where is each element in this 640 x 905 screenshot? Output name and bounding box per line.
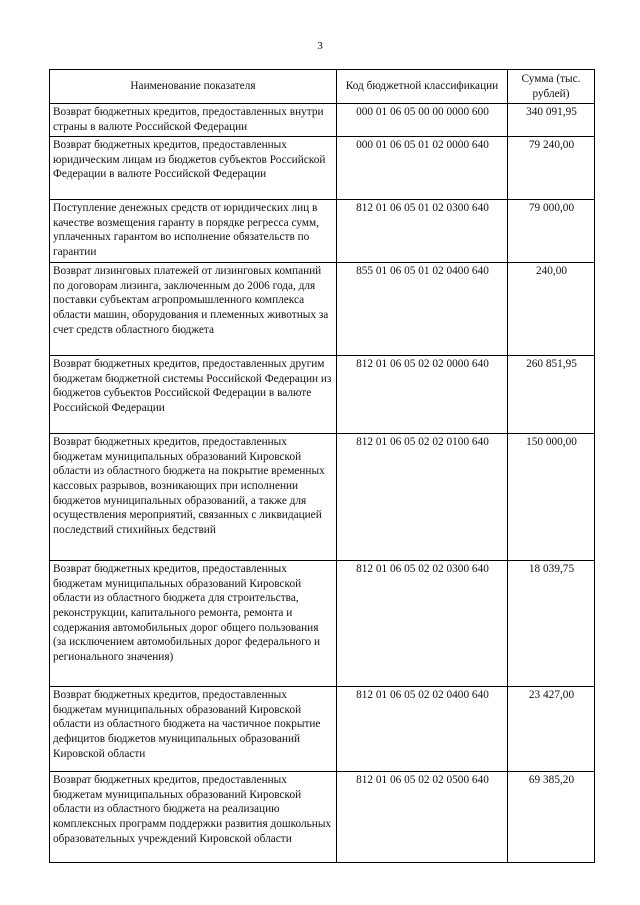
table-row (50, 560, 595, 686)
table-row (50, 104, 595, 136)
row-code: 812 01 06 05 01 02 0300 640 (337, 199, 508, 262)
row-name: Возврат бюджетных кредитов, предоставленных другим бюджетам бюджетной системы Российской Федерации из бюджетов субъектов Российской Федерации в валюте Российской Федерации (50, 355, 337, 433)
table-row (50, 433, 595, 560)
row-amount: 69 385,20 (508, 771, 595, 862)
table-row (50, 771, 595, 862)
row-code: 812 01 06 05 02 02 0400 640 (337, 686, 508, 771)
page-number: 3 (317, 40, 323, 52)
table-row (50, 355, 595, 433)
table-header-row (50, 70, 595, 104)
row-amount: 18 039,75 (508, 560, 595, 686)
row-name: Возврат бюджетных кредитов, предоставленных бюджетам муниципальных образований Кировской области из областного бюджета на реализацию комплексных программ поддержки развития дошкольных образовательных учреждений Кировской области (50, 771, 337, 862)
row-amount: 79 000,00 (508, 199, 595, 262)
row-name: Возврат бюджетных кредитов, предоставленных юридическим лицам из бюджетов субъектов Российской Федерации в валюте Российской Федерации (50, 136, 337, 199)
row-amount: 150 000,00 (508, 433, 595, 560)
row-name: Поступление денежных средств от юридических лиц в качестве возмещения гаранту в порядке регресса сумм, уплаченных гарантом во исполнение обязательств по гарантии (50, 199, 337, 262)
budget-table (49, 69, 595, 863)
row-code: 812 01 06 05 02 02 0000 640 (337, 355, 508, 433)
row-amount: 260 851,95 (508, 355, 595, 433)
row-name: Возврат бюджетных кредитов, предоставленных бюджетам муниципальных образований Кировской области из областного бюджета на частичное покрытие дефицитов бюджетов муниципальных образований Кировской области (50, 686, 337, 771)
row-amount: 340 091,95 (508, 104, 595, 136)
row-code: 812 01 06 05 02 02 0500 640 (337, 771, 508, 862)
row-code: 000 01 06 05 00 00 0000 600 (337, 104, 508, 136)
row-amount: 240,00 (508, 262, 595, 355)
row-name: Возврат лизинговых платежей от лизинговых компаний по договорам лизинга, заключенным до 2006 года, для поставки субъектам агропромышленного комплекса области машин, оборудования и племенных животных за счет средств областного бюджета (50, 262, 337, 355)
header-name: Наименование показателя (50, 70, 337, 104)
row-amount: 79 240,00 (508, 136, 595, 199)
row-code: 812 01 06 05 02 02 0100 640 (337, 433, 508, 560)
table-row (50, 199, 595, 262)
row-name: Возврат бюджетных кредитов, предоставленных бюджетам муниципальных образований Кировской области из областного бюджета для строительства, реконструкции, капитального ремонта, ремонта и содержания автомобильных дорог общего пользования (за исключением автомобильных дорог федерального и регионального значения) (50, 560, 337, 686)
header-amount: Сумма (тыс. рублей) (508, 70, 595, 104)
row-code: 812 01 06 05 02 02 0300 640 (337, 560, 508, 686)
header-code: Код бюджетной классификации (337, 70, 508, 104)
row-code: 855 01 06 05 01 02 0400 640 (337, 262, 508, 355)
row-name: Возврат бюджетных кредитов, предоставленных внутри страны в валюте Российской Федерации (50, 104, 337, 136)
table-row (50, 262, 595, 355)
table-row (50, 136, 595, 199)
row-amount: 23 427,00 (508, 686, 595, 771)
table-row (50, 686, 595, 771)
row-code: 000 01 06 05 01 02 0000 640 (337, 136, 508, 199)
row-name: Возврат бюджетных кредитов, предоставленных бюджетам муниципальных образований Кировской области из областного бюджета на покрытие временных кассовых разрывов, возникающих при исполнении бюджетов муниципальных образований, а также для осуществления мероприятий, связанных с ликвидацией последствий стихийных бедствий (50, 433, 337, 560)
